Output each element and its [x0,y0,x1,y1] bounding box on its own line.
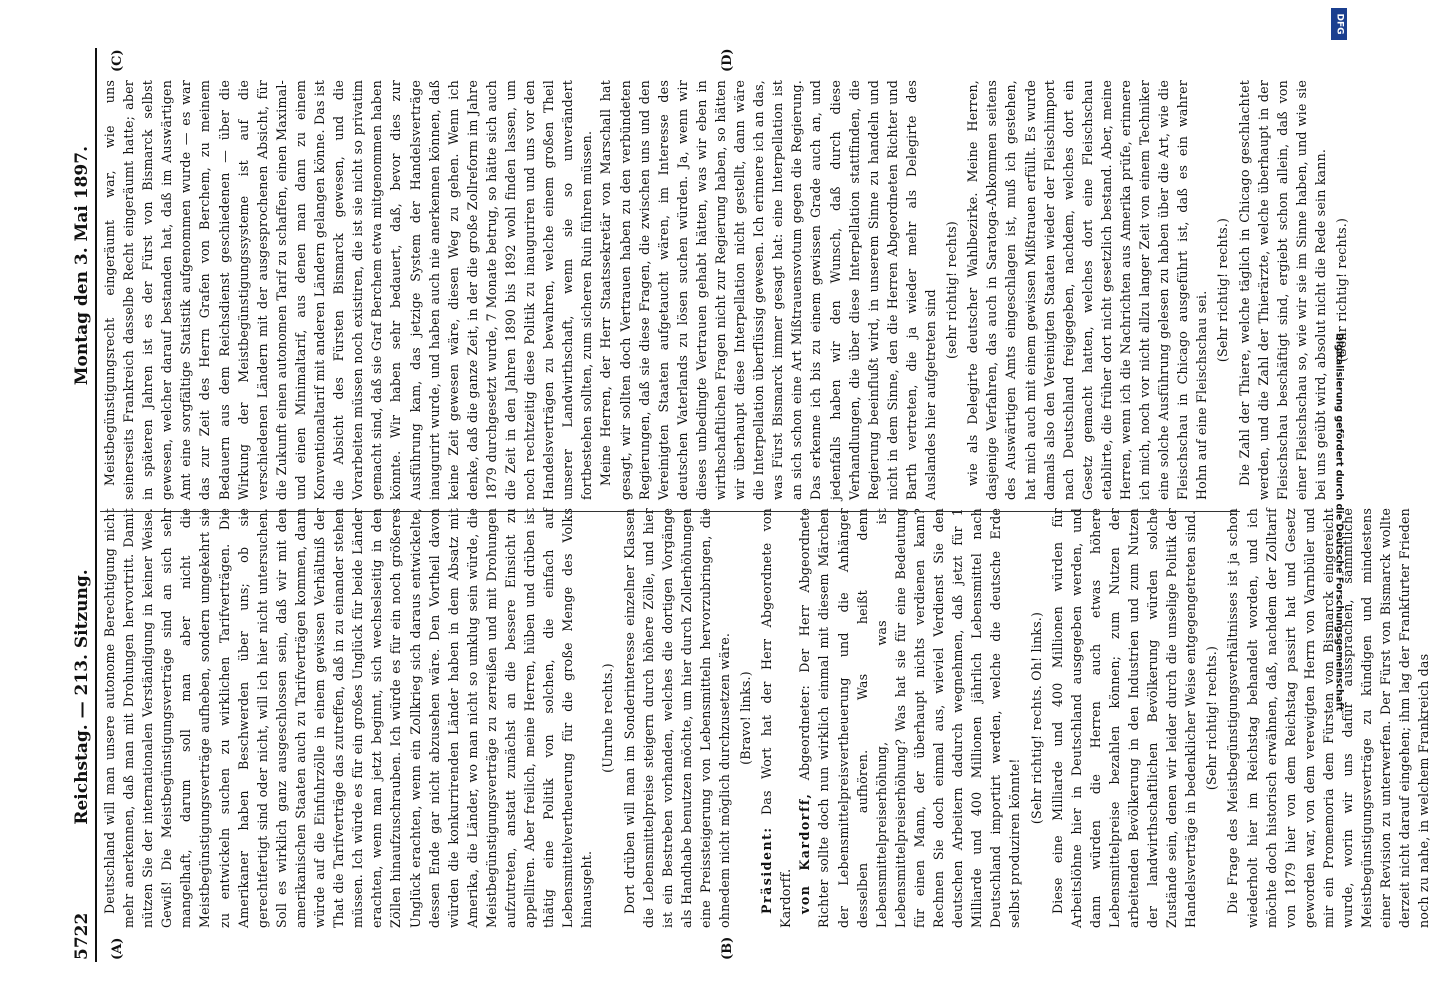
marker-b: (B) [720,936,735,960]
right-paragraph-1: Meistbegünstigungsrecht eingeräumt war, wie uns seinerseits Frankreich dasselbe Recht eingeräumt hatte; aber in späteren Jahren ist es der Fürst von Bismarck selbst gewesen, welcher darauf bestanden hat, daß im Auswärtigen Amt eine sorgfältige Statistik aufgenommen wurde — es war das zur Zeit des Herrn Grafen von Berchem, zu meinem Bedauern aus dem Reichsdienst geschiedenen — über die Wirkung der Meistbegünstigungssysteme ist auf die verschiedenen Ländern mit der ausgesprochenen Absicht, für die Zukunft einen autonomen Tarif zu schaffen, einen Maximal- und einen Minimaltarif, aus denen man dann zu einem Konventionaltarif mit anderen Ländern gelangen könne. Das ist die Absicht des Fürsten Bismarck gewesen, und die Vorarbeiten müssen noch existiren, die ist sie nicht so privatim gemacht sind, daß sie Graf Berchem etwa mitgenommen haben könnte. Wir haben sehr bedauert, daß, bevor dies zur Ausführung kam, das jetzige System der Handelsverträge inaugurirt wurde, und haben auch nie anerkennen können, daß keine Zeit gewesen wäre, diesen Weg zu gehen. Wenn ich denke, daß die ganze Zeit, in der die große Zollreform im Jahre 1879 durchgesetzt wurde, 7 Monate betrug, so hätte sich auch die Zeit in den Jahren 1890 bis 1892 wohl finden lassen, um noch rechtzeitig diese Politik zu inauguriren und uns vor den Handelsverträgen zu bewahren, welche einem großen Theil unserer Landwirthschaft, wenn sie so unverändert fortbestehen sollten, zum sicheren Ruin führen müssen. [102,80,595,500]
left-paragraph-1: Deutschland will man unsere autonome Berechtigung nicht mehr anerkennen, daß man mit Drohungen hervortritt. Damit nützen Sie der internationalen Verständigung in keiner Weise. Gewiß! Die Meistbegünstigungsverträge sind an sich sehr mangelhaft, darum soll man aber nicht die Meistbegünstigungsverträge aufheben, sondern umgekehrt sie zu entwickeln suchen zu wirklichen Tarifverträgen. Die Amerikaner haben Beschwerden über uns; ob sie gerechtfertigt sind oder nicht, will ich hier nicht untersuchen. Soll es wirklich ganz ausgeschlossen sein, daß wir mit den amerikanischen Staaten auch zu Tarifverträgen kommen, dann würde auf die Einfuhrzölle in einem gewissen Verhältniß der That die Tarifverträge das zutreffen, daß in zu einander stehen müssen. Ich würde es für ein großes Unglück für beide Länder erachten, wenn man jetzt beginnt, sich wechselseitig in den Zöllen hinaufzuschrauben. Ich würde es für ein noch größeres Unglück erachten, wenn ein Zollkrieg sich daraus entwickelte, dessen Ende gar nicht abzusehen wäre. Den Vortheil davon würden die konkurrirenden Länder haben in dem Absatz mit Amerika, die Länder, wo man nicht so umklug sein würde, die Meistbegünstigungsverträge zu zerreißen und mit Drohungen aufzutreten, anstatt zunächst an die bessere Einsicht zu appelliren. Aber freilich, meine Herren, hüben und drüben ist thätig eine Politik von solchen, die einfach auf Lebensmittelvertheuerung für die große Menge des Volks hinausgeht. [102,508,595,928]
left-paragraph-4 [795,508,1024,928]
header-rule [95,48,97,962]
left-paragraph-3-text: Das Wort hat der Herr Abgeordnete von Kardorff. [759,508,794,928]
left-paragraph-6: Die Frage des Meistbegünstigungsverhältnisses ist ja schon wiederholt hier im Reichstag behandelt worden, und ich möchte doch historisch erwähnen, daß, nachdem der Zolltarif von 1879 hier von dem Reichstag passirt hat und Gesetz geworden war, von dem verewigten Herrn von Varnbüler und mir ein Promemoria dem Fürsten von Bismarck eingereicht wurde, worin wir uns dafür aussprachen, sämmtliche Meistbegünstigungsverträge zu kündigen und mindestens einer Revision zu unterwerfen. Der Fürst von Bismarck wollte derzeit nicht darauf eingehen; ihm lag der Frankfurter Frieden noch zu nahe, in welchem Frankreich das [1225,508,1432,928]
right-paragraph-3: wie als Delegirte deutscher Wahlbezirke. Meine Herren, dasjenige Verfahren, das auch in Saratoga-Abkommen seitens des Auswärtigen Amts eingeschlagen ist, muß ich gestehen, hat mich auch mit einem gewissen Mißtrauen erfüllt. Es wurde damals also den Vereinigten Staaten wieder der Fleischimport nach Deutschland freigegeben, nachdem, welches dort ein Gesetz gemacht hatten, welches dort eine Fleischschau etablirte, die früher dort nicht gesetzlich bestand. Aber, meine Herren, wenn ich die Nachrichten aus Amerika prüfe, erinnere ich mich, noch vor nicht allzu langer Zeit von einem Techniker eine solche Ausführung gelesen zu haben über die Art, wie die Fleischschau in Chicago ausgeführt ist, daß es ein wahrer Hohn auf eine Fleischschau sei. [965,80,1210,500]
dfg-logo: DFG [1331,8,1347,40]
right-paragraph-4: Die Zahl der Thiere, welche täglich in Chicago geschlachtet werden, und die Zahl der Thierärzte, welche überhaupt in der Fleischschau beschäftigt sind, ergiebt schon allein, daß von einer Fleischschau so, wie wir sie im Sinne haben, und wie sie bei uns geübt wird, absolut nicht die Rede sein kann. [1236,80,1328,500]
left-note-2: (Bravo! links.) [738,671,754,765]
left-paragraph-2: Dort drüben will man im Sonderinteresse einzelner Klassen die Lebensmittelpreise steigern durch höhere Zölle, und hier ist ein Bestreben vorhanden, welches die dortigen Vorgänge als Handhabe benutzen möchte, um hier durch Zollerhöhungen eine Preissteigerung von Lebensmitteln hervorzubringen, die ohnedem nicht möglich durchzusetzen wäre. [621,508,732,928]
page-header [58,50,92,960]
right-note-2: (Sehr richtig! rechts.) [1215,217,1231,363]
right-column [100,80,1353,500]
session-date: Montag den 3. Mai 1897. [72,146,92,386]
right-note-1: (sehr richtig! rechts) [944,221,960,359]
marker-c: (C) [110,49,125,72]
left-column [100,508,1433,928]
left-paragraph-5: Diese eine Milliarde und 400 Millionen würden für Arbeitslöhne hier in Deutschland ausgegeben werden, und dann würden die Herren auch etwas höhere Lebensmittelpreise bezahlen können; zum Nutzen der arbeitenden Bevölkerung in den Industrien und zum Nutzen der landwirthschaftlichen Bevölkerung würden solche Zustände sein, denen wir leider durch die unselige Politik der Handelsverträge in bedenklicher Weise entgegengetreten sind. [1049,508,1199,928]
speaker-kardorff: von Kardorff, [797,792,813,914]
right-paragraph-2: Meine Herren, der Herr Staatssekretär von Marschall hat gesagt, wir sollten doch Vertrauen haben zu den verbündeten Regierungen, daß sie diese Fragen, die zwischen uns und den Vereinigten Staaten aufgetaucht wären, im Interesse des deutschen Vaterlands zu lösen suchen würden. Ja, wenn wir dieses unbedingte Vertrauen gehabt hätten, was wir eben in wirthschaftlichen Fragen nicht zur Regierung haben, so hätten wir überhaupt diese Interpellation nicht gestellt, dann wäre die Interpellation überflüssig gewesen. Ich erinnere ich an das, was Fürst Bismarck immer gesagt hat: eine Interpellation ist an sich schon eine Art Mißtrauensvotum gegen die Regierung. Das erkenne ich bis zu einem gewissen Grade auch an, und jedenfalls haben wir den Wunsch, daß durch diese Verhandlungen, die über diese Interpellation stattfinden, die Regierung beeinflußt wird, in unserem Sinne zu handeln und nicht in dem Sinne, den die Herren Abgeordneten Richter und Barth vertreten, die ja wieder mehr als Delegirte des Auslandes hier aufgetreten sind [598,80,939,500]
left-note-4: (Sehr richtig! rechts.) [1204,645,1220,791]
column-divider [100,511,1240,512]
marker-d: (D) [720,48,735,72]
session-title: Reichstag. — 213. Sitzung. [72,569,92,825]
left-paragraph-3 [757,508,795,928]
page-number: 5722 [72,912,92,960]
left-note-1: (Unruhe rechts.) [600,663,616,773]
speaker-praesident: Präsident: [759,826,775,914]
left-note-3: (Sehr richtig! rechts. Oh! links.) [1028,611,1044,825]
digitization-note: Digitalisierung gefördert durch die Deutsche Forschungsgemeinschaft [1333,332,1345,711]
right-note-3: (Sehr richtig! rechts.) [1334,217,1349,363]
left-paragraph-4-text: Abgeordneter: Der Herr Abgeordnete Richter sollte doch nun wirklich einmal mit diesem Märchen der Lebensmittelpreisvertheuerung und die Anhänger desselben aufhören. Was heißt denn Lebensmittelpreiserhöhung, was ist Lebensmittelpreiserhöhung? Was hat sie für eine Bedeutung für einen Mann, der überhaupt nichts verdienen kann? Rechnen Sie doch einmal aus, wieviel Verdienst Sie den deutschen Arbeitern dadurch wegnehmen, daß jetzt für 1 Milliarde und 400 Millionen jährlich Lebensmittel nach Deutschland importirt werden, welche die deutsche Erde selbst produziren könnte! [797,508,1023,928]
marker-a: (A) [110,937,125,960]
